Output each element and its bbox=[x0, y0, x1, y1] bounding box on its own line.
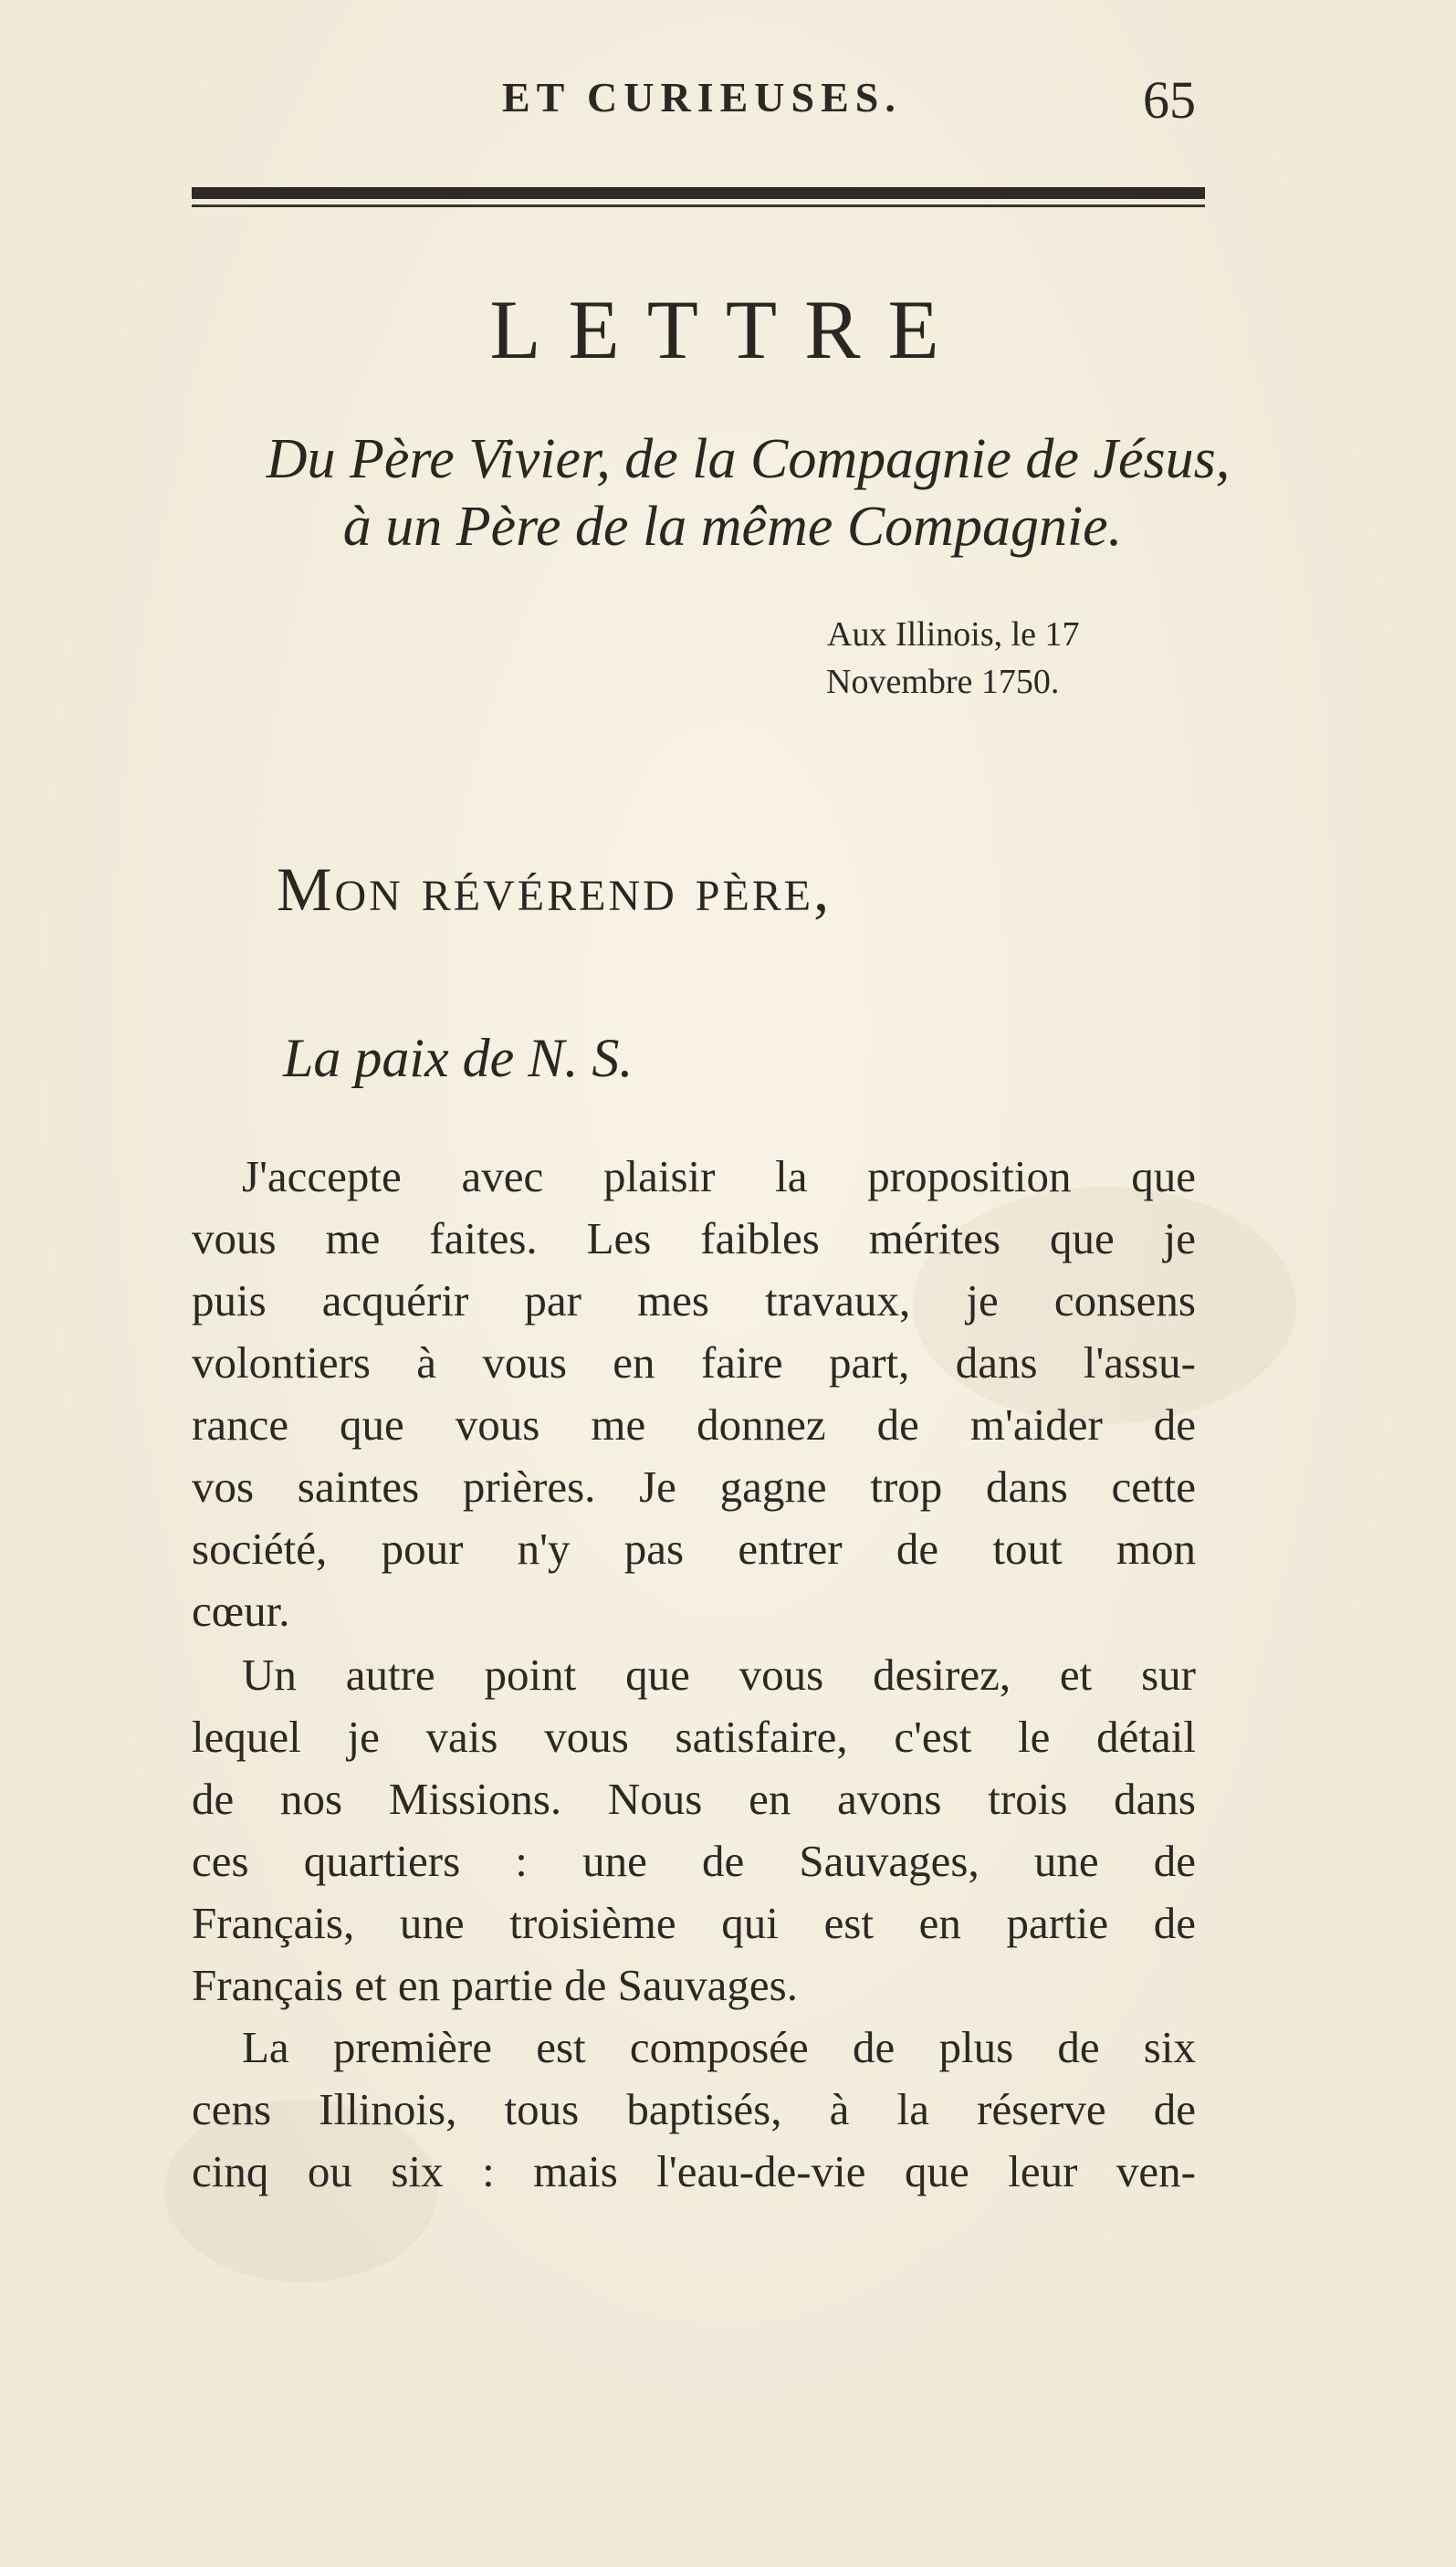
body-line: société, pour n'y pas entrer de tout mon bbox=[192, 1524, 1196, 1574]
letter-title: LETTRE bbox=[489, 283, 967, 376]
body-line: cinq ou six : mais l'eau-de-vie que leur ven- bbox=[192, 2146, 1196, 2196]
body-line: ces quartiers : une de Sauvages, une de bbox=[192, 1836, 1196, 1886]
body-line: lequel je vais vous satisfaire, c'est le détail bbox=[192, 1712, 1196, 1762]
dateline-line-1: Aux Illinois, le 17 bbox=[827, 615, 1080, 654]
body-line: Un autre point que vous desirez, et sur bbox=[242, 1650, 1196, 1700]
body-line: rance que vous me donnez de m'aider de bbox=[192, 1399, 1196, 1450]
body-line: puis acquérir par mes travaux, je consens bbox=[192, 1275, 1196, 1325]
body-line: La première est composée de plus de six bbox=[242, 2022, 1196, 2072]
page-number: 65 bbox=[1143, 70, 1196, 130]
header-rule-thin bbox=[192, 204, 1205, 207]
subtitle-line-2: à un Père de la même Compagnie. bbox=[342, 496, 1123, 558]
body-line: cœur. bbox=[192, 1586, 290, 1636]
subtitle-line-1: Du Père Vivier, de la Compagnie de Jésus, bbox=[266, 428, 1231, 490]
running-head: ET CURIEUSES. bbox=[502, 74, 902, 120]
salutation: Mon révérend père, bbox=[277, 854, 833, 924]
body-line: Français, une troisième qui est en partie de bbox=[192, 1898, 1196, 1948]
header-rule-thick bbox=[192, 187, 1205, 199]
body-line: de nos Missions. Nous en avons trois dans bbox=[192, 1774, 1196, 1824]
body-line: vous me faites. Les faibles mérites que je bbox=[192, 1213, 1196, 1263]
greeting: La paix de N. S. bbox=[283, 1028, 634, 1088]
body-line: volontiers à vous en faire part, dans l'assu- bbox=[192, 1337, 1196, 1388]
dateline-line-2: Novembre 1750. bbox=[826, 663, 1060, 701]
body-line: vos saintes prières. Je gagne trop dans cette bbox=[192, 1462, 1196, 1512]
body-line: Français et en partie de Sauvages. bbox=[192, 1960, 798, 2010]
body-line: J'accepte avec plaisir la proposition que bbox=[242, 1151, 1196, 1201]
body-line: cens Illinois, tous baptisés, à la réserve de bbox=[192, 2084, 1196, 2134]
